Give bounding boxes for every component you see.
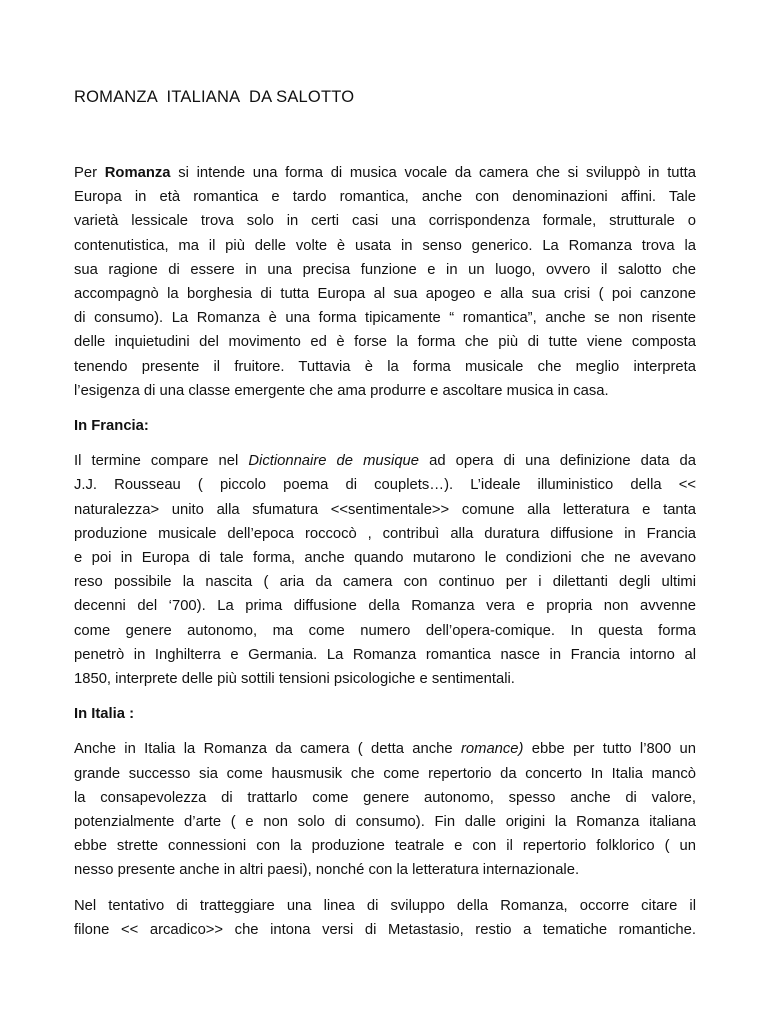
text-line: 1850, interprete delle più sottili tensioni psicologiche e sentimentali. — [74, 671, 515, 688]
text-line: contenutistica, ma il più delle volte è usata in senso generico. La Romanza trova la — [74, 237, 696, 254]
italia-paragraph-2 — [74, 894, 696, 942]
text-line: Per Romanza si intende una forma di musica vocale da camera che si sviluppò in tutta — [74, 165, 696, 181]
francia-paragraph — [74, 449, 696, 691]
text-line: sua ragione di essere in una precisa funzione e in un luogo, ovvero il salotto che — [74, 261, 696, 278]
text-line: produzione musicale dell’epoca roccocò , contribuì alla duratura diffusione in Francia — [74, 525, 696, 542]
text-line: e poi in Europa di tale forma, anche quando mutarono le condizioni che ne avevano — [74, 550, 696, 567]
text-line: delle inquietudini del movimento ed è forse la forma che più di tutte viene composta — [74, 334, 696, 351]
italic-term: romance) — [460, 741, 524, 758]
text-line: l’esigenza di una classe emergente che ama produrre e ascoltare musica in casa. — [74, 382, 609, 399]
text-line: Europa in età romantica e tardo romantica, anche con denominazioni affini. Tale — [74, 189, 696, 206]
text-line: naturalezza> unito alla sfumatura <<sentimentale>> comune alla letteratura e tanta — [74, 501, 696, 518]
text-line: Anche in Italia la Romanza da camera ( detta anche romance) ebbe per tutto l’800 un — [74, 741, 697, 758]
document-body — [74, 161, 696, 942]
text-line: varietà lessicale trova solo in certi casi una corrispondenza formale, strutturale o — [74, 213, 696, 230]
section-heading-francia: In Francia: — [74, 418, 149, 435]
text-line: Nel tentativo di tratteggiare una linea di sviluppo della Romanza, occorre citare il — [74, 897, 696, 914]
text-line: reso possibile la nascita ( aria da camera con continuo per i dilettanti degli ultimi — [74, 574, 696, 591]
text-line: di consumo). La Romanza è una forma tipicamente “ romantica”, anche se non risente — [74, 310, 696, 327]
italia-paragraph-1 — [74, 737, 696, 882]
text-line: Il termine compare nel Dictionnaire de musique ad opera di una definizione data da — [74, 453, 697, 470]
text-line: tenendo presente il fruitore. Tuttavia è la forma musicale che meglio interpreta — [74, 358, 696, 375]
text-line: potenzialmente d’arte ( e non solo di consumo). Fin dalle origini la Romanza italiana — [74, 814, 696, 831]
text-line: grande successo sia come hausmusik che come repertorio da concerto In Italia mancò — [74, 765, 696, 782]
text-line: decenni del ‘700). La prima diffusione della Romanza vera e propria non avvenne — [74, 598, 696, 615]
text-line: come genere autonomo, ma come numero dell’opera-comique. In questa forma — [74, 622, 696, 639]
text-line: accompagnò la borghesia di tutta Europa al sua apogeo e alla sua crisi ( poi canzone — [74, 286, 696, 303]
italic-title: Dictionnaire de musique — [248, 453, 420, 470]
text-line: filone << arcadico>> che intona versi di Metastasio, restio a tematiche romantiche. — [74, 921, 696, 938]
intro-paragraph — [74, 161, 696, 403]
text-line: nesso presente anche in altri paesi), nonché con la letteratura internazionale. — [74, 862, 580, 879]
text-line: J.J. Rousseau ( piccolo poema di couplets…). L’ideale illuministico della << — [74, 477, 696, 494]
bold-term: Romanza — [104, 165, 171, 181]
text-line: penetrò in Inghilterra e Germania. La Romanza romantica nasce in Francia intorno al — [74, 646, 696, 663]
document-title: ROMANZA ITALIANA DA SALOTTO — [74, 88, 355, 106]
text-line: la consapevolezza di trattarlo come genere autonomo, spesso anche di valore, — [74, 789, 696, 806]
section-heading-italia: In Italia : — [74, 706, 135, 723]
document-page — [74, 0, 696, 1024]
text-line: ebbe strette connessioni con la produzione teatrale e con il repertorio folklorico ( un — [74, 838, 696, 855]
